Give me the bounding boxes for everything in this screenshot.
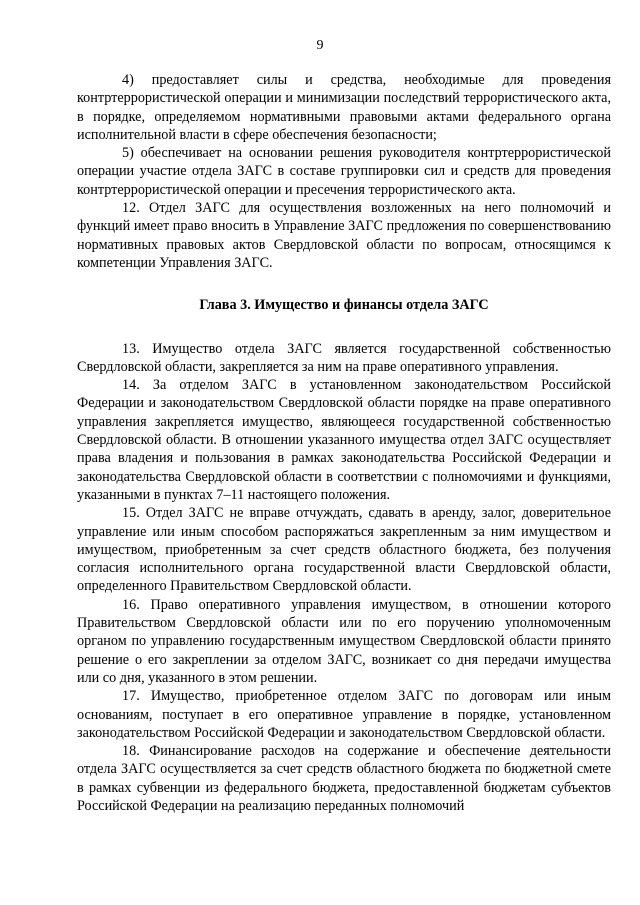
paragraph-12: 12. Отдел ЗАГС для осуществления возложенных на него полномочий и функций имеет право вносить в Управление ЗАГС предложения по совершенствованию нормативных правовых актов Свердловской области по вопросам, относящимся к компетенции Управления ЗАГС. [77,200,611,271]
paragraph-item-4: 4) предоставляет силы и средства, необходимые для проведения контртеррористической операции и минимизации последствий террористического акта, в порядке, определяемом нормативными правовыми актами федерального органа исполнительной власти в сфере обеспечения безопасности; [77,72,611,143]
paragraph-13: 13. Имущество отдела ЗАГС является государственной собственностью Свердловской области, закрепляется за ним на праве оперативного управления. [77,340,611,375]
page-number: 9 [316,38,324,53]
paragraph-18: 18. Финансирование расходов на содержание и обеспечение деятельности отдела ЗАГС осуществляется за счет средств областного бюджета по бюджетной смете в рамках субвенции из федерального бюджета, предоставленной бюджетам субъектов Российской Федерации на реализацию переданных полномочий [77,743,611,814]
paragraph-17: 17. Имущество, приобретенное отделом ЗАГС по договорам или иным основаниям, поступает в его оперативное управление в порядке, установленном законодательством Российской Федерации и законодательством Свердловской области. [77,688,611,741]
chapter-heading: Глава 3. Имущество и финансы отдела ЗАГС [199,297,489,314]
paragraph-item-5: 5) обеспечивает на основании решения руководителя контртеррористической операции участие отдела ЗАГС в составе группировки сил и средств для проведения контртеррористической операции и пресечения террористического акта. [77,145,611,198]
paragraph-14: 14. За отделом ЗАГС в установленном законодательством Российской Федерации и законодательством Свердловской области порядке на праве оперативного управления закрепляется имущество, являющееся государственной собственностью Свердловской области. В отношении указанного имущества отдел ЗАГС осуществляет права владения и пользования в рамках законодательства Российской Федерации и законодательства Свердловской области в соответствии с полномочиями и функциями, указанными в пунктах 7–11 настоящего положения. [77,377,611,503]
paragraph-15: 15. Отдел ЗАГС не вправе отчуждать, сдавать в аренду, залог, доверительное управление или иным способом распоряжаться закрепленным за ним имуществом и имуществом, приобретенным за счет средств областного бюджета, без получения согласия исполнительного органа государственной власти Свердловской области, определенного Правительством Свердловской области. [77,505,611,595]
paragraph-16: 16. Право оперативного управления имуществом, в отношении которого Правительством Свердловской области или по его поручению уполномоченным органом по управлению государственным имуществом Свердловской области принято решение о его закреплении за отделом ЗАГС, возникает со дня передачи имущества или со дня, указанного в этом решении. [77,596,611,686]
document-body [77,71,611,815]
